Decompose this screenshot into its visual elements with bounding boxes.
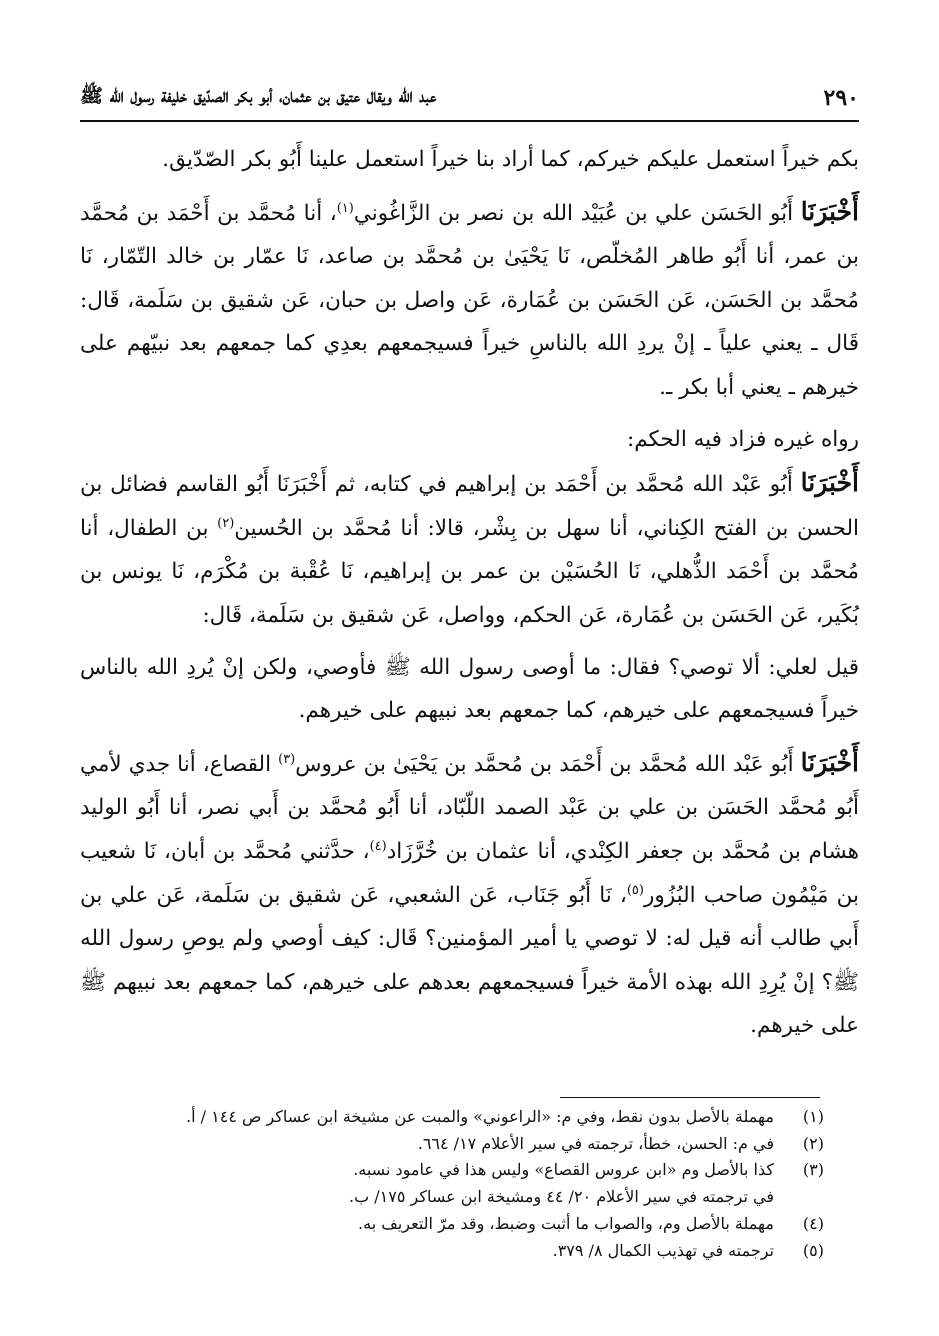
footnote-rule [560, 1097, 820, 1098]
footnote-number: (٤) [802, 1213, 824, 1233]
paragraph-5: قيل لعلي: ألا توصي؟ فقال: ما أوصى رسول الله ﷺ فأوصي، ولكن إنْ يُردِ الله بالناس خيراً فسيجمعهم على خيرهم، كما جمعهم بعد نبيهم على خيرهم. [80, 654, 859, 724]
footnote-5 [80, 1238, 824, 1265]
footnote-text: مهملة بالأصل بدون نقط، وفي م: «الراعوني» والمبت عن مشيخة ابن عساكر ص ١٤٤ / أ. [186, 1107, 774, 1126]
footnote-number: (١) [802, 1107, 824, 1126]
footnote-number: (٣) [802, 1160, 824, 1180]
footnote-4 [80, 1211, 824, 1238]
running-title: عبد الله ويقال عتيق بن عثمان، أبو بكر الصدّيق خليفة رسول الله ﷺ [80, 85, 437, 107]
footnote-ref-3: (٣) [278, 751, 296, 767]
paragraph-4 [80, 461, 859, 637]
paragraph-6-text-d: ، نَا أَبُو جَنَاب، عَن الشعبي، عَن شقيق بن سَلَمة، عَن علي بن أَبي طالب أنه قيل له: لا توصي يا أمير المؤمنين؟ قَال: كيف أوصي ولم يوصِ رسول الله ﷺ؟ إنْ يُرِدِ الله بهذه الأمة خيراً فسيجمعهم بعدهم على خيرهم، كما جمعهم بعد نبيهم ﷺ على خيرهم. [80, 882, 859, 1039]
footnote-text: كذا بالأصل وم «ابن عروس القصاع» وليس هذا في عامود نسبه. [353, 1160, 774, 1180]
footnote-number: (٥) [802, 1240, 824, 1260]
footnote-ref-2: (٢) [217, 515, 235, 531]
footnote-text: في م: الحسن، خطأ، ترجمته في سير الأعلام ١٧/ ٦٦٤. [417, 1133, 774, 1153]
footnote-text: ترجمته في تهذيب الكمال ٨/ ٣٧٩. [552, 1240, 774, 1260]
main-text [80, 138, 859, 1048]
paragraph-2-text-b: ، أنا مُحمَّد بن أَحْمَد بن مُحمَّد بن عمر، أنا أَبُو طاهر المُخلّص، نَا يَحْيَىٰ بن مُحمَّد بن صاعد، نَا عمّار بن خالد التّمّار، نَا مُحمَّد بن الحَسَن، عَن الحَسَن بن عُمَارة، عَن واصل بن حبان، عَن شقيق بن سَلَمة، قَال: قَال ـ يعني علياً ـ إنْ يردِ الله بالناسِ خيراً فسيجمعهم بعدِي كما جمعهم بعد نبيّهم على خيرهم ـ يعني أبا بكر ـ. [80, 200, 859, 400]
akhbarana-label: أَخْبَرَنَا [800, 468, 859, 498]
footnote-1 [80, 1104, 824, 1131]
paragraph-6-text-c: ، حدَّثني مُحمَّد بن أبان، نَا شعيب بن مَيْمُون صاحب البُزُور [80, 838, 859, 908]
footnote-text: مهملة بالأصل وم، والصواب ما أثبت وضبط، وقد مرّ التعريف به. [358, 1213, 774, 1233]
footnote-ref-1: (١) [336, 200, 354, 216]
paragraph-6 [80, 741, 859, 1048]
page-header [80, 78, 859, 118]
footnote-3-continuation [80, 1184, 824, 1211]
akhbarana-label: أَخْبَرَنَا [800, 747, 859, 777]
footnote-ref-5: (٥) [626, 882, 644, 898]
footnote-3 [80, 1157, 824, 1184]
paragraph-4-text-a: أَبُو عَبْد الله مُحمَّد بن أَحْمَد بن إبراهيم في كتابه، ثم أَخْبَرَنَا أَبُو القاسم فضائل بن الحسن بن الفتح الكِناني، أنا سهل بن بِشْر، قالا: أنا مُحمَّد بن الحُسين [80, 472, 859, 541]
footnotes [80, 1104, 824, 1264]
paragraph-6-text-a: أَبُو عَبْد الله مُحمَّد بن أَحْمَد بن مُحمَّد بن يَحْيَىٰ بن عروس [295, 751, 801, 777]
page-number: ٢٩٠ [823, 85, 859, 111]
footnote-text: في ترجمته في سير الأعلام ٢٠/ ٤٤ ومشيخة ابن عساكر ١٧٥/ ب. [349, 1187, 774, 1207]
paragraph-2 [80, 190, 859, 410]
paragraph-4-text-b: بن الطفال، أنا مُحمَّد بن أَحْمَد الذُّهلي، نَا الحُسَيْن بن عمر بن إبراهيم، نَا عُقْبة بن مُكْرَم، نَا يونس بن بُكَير، عَن الحَسَن بن عُمَارة، عَن الحكم، وواصل، عَن شقيق بن سَلَمة، قَال: [80, 515, 859, 628]
paragraph-2-text-a: أَبُو الحَسَن علي بن عُبَيْد الله بن نصر بن الزَّاغُوني [353, 200, 801, 226]
paragraph-1: بكم خيراً استعمل عليكم خيركم، كما أراد بنا خيراً استعمل علينا أَبُو بكر الصّدّيق. [162, 147, 859, 172]
header-rule [80, 120, 859, 122]
footnote-ref-4: (٤) [369, 838, 387, 854]
footnote-number: (٢) [802, 1133, 824, 1153]
footnote-2 [80, 1131, 824, 1158]
akhbarana-label: أَخْبَرَنَا [800, 196, 860, 226]
paragraph-3: رواه غيره فزاد فيه الحكم: [626, 426, 859, 452]
paragraph-6-text-b: القصاع، أنا جدي لأمي أَبُو مُحمَّد الحَسَن بن علي بن عَبْد الصمد اللّبّاد، أنا أَبُو مُحمَّد بن أَبي نصر، أنا أَبُو الوليد هشام بن مُحمَّد بن جعفر الكِنْدي، أنا عثمان بن خُرَّزَاد [80, 751, 859, 864]
